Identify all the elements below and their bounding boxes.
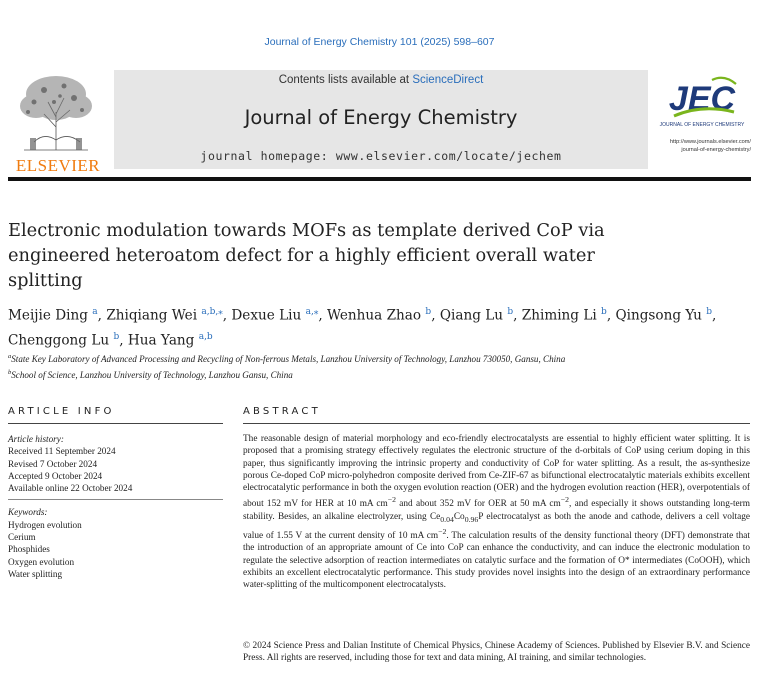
- abstract-text: [243, 433, 750, 592]
- abstract-fragment: Co: [453, 511, 465, 522]
- journal-name: Journal of Energy Chemistry: [244, 106, 518, 129]
- journal-masthead: [8, 66, 751, 177]
- keyword-item[interactable]: Phosphides: [8, 544, 50, 555]
- history-label: Article history:: [8, 434, 64, 444]
- jec-logo-subtitle: JOURNAL OF ENERGY CHEMISTRY: [659, 122, 745, 128]
- sciencedirect-link[interactable]: ScienceDirect: [412, 74, 484, 86]
- author-affiliation-mark[interactable]: b: [113, 331, 120, 342]
- author-name[interactable]: Wenhua Zhao: [327, 307, 422, 324]
- homepage-line: [114, 149, 648, 163]
- affiliation-text: State Key Laboratory of Advanced Processing and Recycling of Non-ferrous Metals, Lanzhou University of Technology, Lanzhou 730050, Gansu, China: [11, 354, 566, 365]
- abstract-divider: [243, 423, 750, 424]
- elsevier-logo[interactable]: [8, 70, 108, 174]
- keyword-item[interactable]: Water splitting: [8, 568, 63, 579]
- affiliation-mark: a: [8, 353, 12, 360]
- keyword-item[interactable]: Oxygen evolution: [8, 556, 75, 567]
- author-affiliation-mark[interactable]: a,⁎: [305, 307, 319, 317]
- author-name[interactable]: Hua Yang: [127, 332, 195, 349]
- author-affiliation-mark[interactable]: b: [601, 307, 607, 317]
- journal-banner: [114, 70, 648, 169]
- abstract-fragment: and about 352 mV for OER at 50 mA cm: [396, 499, 561, 510]
- abstract-fragment: . The calculation results of the density functional theory (DFT) demonstrate that the introduction of an appropriate amount of Ce into CoP can enhance the conductivity, and can induce the electronic modulation to regulate the selective adsorption of reaction intermediates on catalytic surface and the formation of O* intermediates (CoOOH), which exhibits an excellent electrocatalytic performance. This study provides novel insights into the design of an extraordinary performance water-splitting of the multicomponent electrocatalysts.: [243, 531, 750, 591]
- author-name[interactable]: Zhiqiang Wei: [106, 307, 198, 324]
- article-info-panel: [8, 433, 223, 580]
- author-affiliation-mark[interactable]: b: [507, 307, 514, 317]
- author-affiliation-mark[interactable]: a: [92, 307, 98, 317]
- abstract-fragment: The reasonable design of material morphology and eco-friendly electrocatalysts are essential to highly efficient water splitting. It is proposed that a promising strategy effectively regulates the electronic structure of the d-orbitals of CoP using cerium doping in this paper, thus significantly improving the intrinsic property and conductivity of CoP for water splitting. As a result, the as-synthesize porous Ce-doped CoP micro-polyhedron composite derived from Ce-ZIF-67 as bifunctional electrocatalytic materials exhibits excellent electrocatalytic performance in both the oxygen evolution reaction (OER) and the hydrogen evolution reaction (HER), overpotentials of about 152 mV for HER at 10 mA cm: [243, 434, 750, 510]
- contents-prefix: Contents lists available at: [278, 74, 413, 86]
- keyword-item[interactable]: Cerium: [8, 532, 36, 543]
- author-name[interactable]: Qiang Lu: [439, 307, 504, 324]
- author-affiliation-mark[interactable]: b: [706, 307, 712, 317]
- history-item: Revised 7 October 2024: [8, 458, 98, 469]
- author-affiliation-mark[interactable]: b: [425, 307, 432, 317]
- affiliation-mark: b: [8, 369, 12, 377]
- author-name[interactable]: Chenggong Lu: [8, 332, 110, 349]
- elsevier-tree-icon: [14, 72, 98, 152]
- history-item: Accepted 9 October 2024: [8, 470, 103, 481]
- copyright-notice: © 2024 Science Press and Dalian Institute of Chemical Physics, Chinese Academy of Sciences. Published by Elsevier B.V. and Science Press. All rights are reserved, including those for text and data mining, AI training, and similar technologies.: [243, 641, 750, 664]
- history-item: Available online 22 October 2024: [8, 483, 133, 494]
- abstract-superscript: −2: [387, 495, 397, 505]
- abstract-superscript: −2: [560, 495, 569, 505]
- article-title: Electronic modulation towards MOFs as template derived CoP via engineered heteroatom defect for a highly efficient overall water splitting: [8, 220, 605, 291]
- abstract-fragment: , and especially it shows outstanding long-term stability. Besides, an alkaline electrolyzer, using Ce: [243, 499, 750, 522]
- jec-logo-icon: [654, 66, 751, 134]
- article-info-divider: [8, 423, 223, 424]
- jec-url-line1: http://www.journals.elsevier.com/: [669, 139, 751, 145]
- affiliation-text: School of Science, Lanzhou University of Technology, Lanzhou Gansu, China: [11, 370, 293, 381]
- journal-citation-link[interactable]: Journal of Energy Chemistry 101 (2025) 598–607: [264, 36, 495, 48]
- abstract-subscript: 0.04: [440, 514, 454, 524]
- jec-url[interactable]: [654, 138, 751, 154]
- abstract-fragment: P electrocatalyst as both the anode and cathode, delivers a cell voltage value of 1.55 V at the current density of 10 mA cm: [243, 511, 750, 542]
- affiliation-item: [8, 350, 748, 366]
- masthead-divider: [8, 177, 751, 181]
- elsevier-wordmark: ELSEVIER: [15, 156, 101, 175]
- homepage-prefix: journal homepage:: [200, 149, 336, 163]
- author-list: Meijie Ding $^a$, Zhiqiang Wei $^{a,b,⁎}$, Dexue Liu $^{a,⁎}$, Wenhua Zhao $^b$, Qiang Lu $^b$, Zhiming Li $^b$, Qingsong Yu $^b$, Chenggong Lu $^b$, Hua Yang $^{a,b}$: [8, 307, 717, 349]
- author-affiliation-mark[interactable]: a,b: [198, 331, 213, 342]
- abstract-superscript: −2: [438, 527, 447, 537]
- affiliation-item: [8, 366, 748, 382]
- history-item: Received 11 September 2024: [8, 446, 116, 457]
- affiliations: [8, 350, 748, 382]
- author-name[interactable]: Meijie Ding: [8, 307, 88, 324]
- keywords-label: Keywords:: [8, 507, 48, 518]
- author-name[interactable]: Zhiming Li: [521, 307, 597, 324]
- info-divider: [8, 499, 223, 500]
- jec-url-line2: journal-of-energy-chemistry/: [681, 147, 751, 153]
- abstract-subscript: 0.96: [464, 514, 479, 524]
- homepage-link[interactable]: www.elsevier.com/locate/jechem: [335, 149, 562, 163]
- author-name[interactable]: Qingsong Yu: [615, 307, 702, 324]
- article-info-heading: ARTICLE INFO: [8, 406, 115, 417]
- keyword-item[interactable]: Hydrogen evolution: [8, 519, 82, 530]
- author-name[interactable]: Dexue Liu: [231, 307, 302, 324]
- contents-line: [114, 74, 648, 86]
- jec-logo[interactable]: [654, 66, 751, 171]
- abstract-heading: ABSTRACT: [243, 406, 321, 417]
- author-affiliation-mark[interactable]: a,b,⁎: [201, 307, 223, 317]
- jec-logo-text: JEC: [668, 80, 736, 118]
